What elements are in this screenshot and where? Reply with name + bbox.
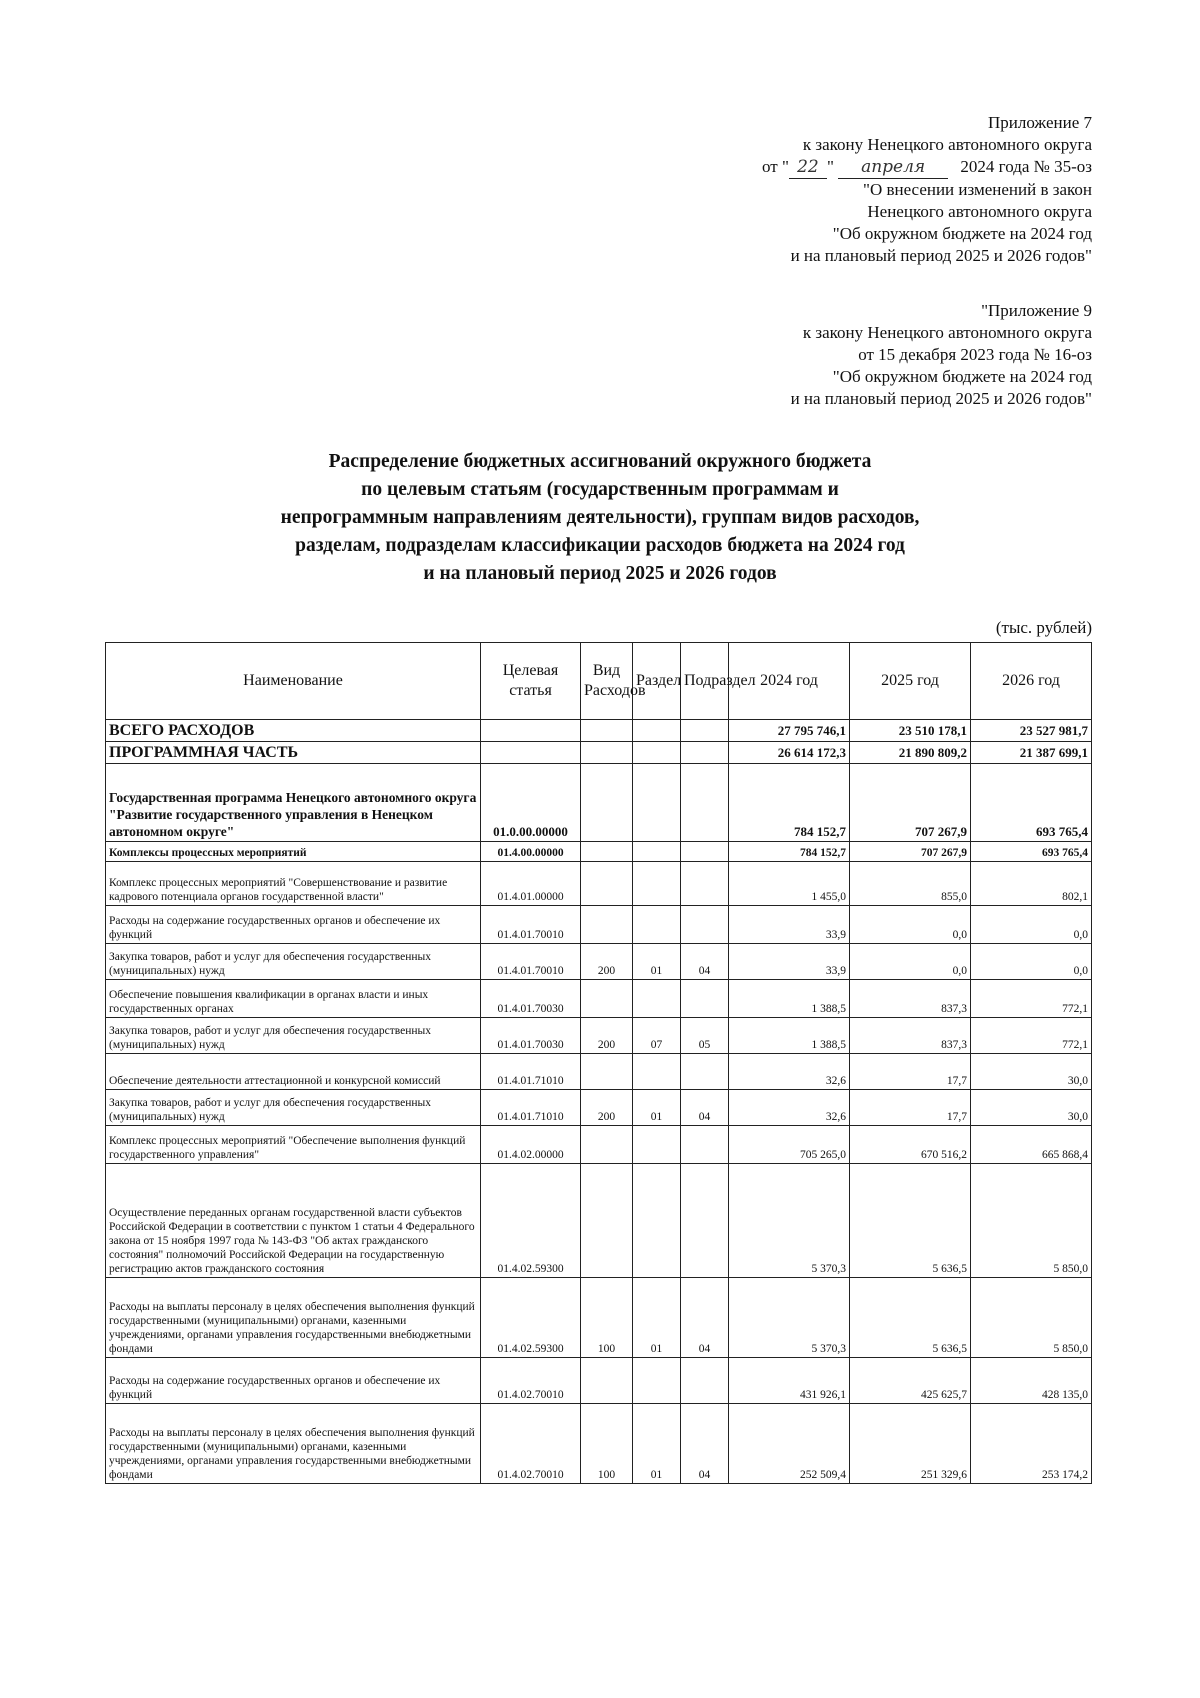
appendix-7-date-line <box>762 156 1092 179</box>
cell-2025: 425 625,7 <box>850 1358 971 1404</box>
cell-section <box>633 742 681 764</box>
appendix-9-header <box>791 300 1092 410</box>
table-row <box>106 944 1092 980</box>
table-row <box>106 842 1092 862</box>
cell-2024: 784 152,7 <box>729 764 850 842</box>
cell-name: Расходы на содержание государственных органов и обеспечение их функций <box>106 1358 481 1404</box>
cell-type <box>581 1164 633 1278</box>
cell-subsection <box>681 720 729 742</box>
cell-2026: 5 850,0 <box>971 1278 1092 1358</box>
table-header-row <box>106 643 1092 720</box>
cell-section: 01 <box>633 1278 681 1358</box>
cell-target: 01.4.00.00000 <box>481 842 581 862</box>
cell-subsection: 04 <box>681 1278 729 1358</box>
cell-2025: 21 890 809,2 <box>850 742 971 764</box>
cell-2025: 0,0 <box>850 906 971 944</box>
cell-2026: 802,1 <box>971 862 1092 906</box>
title-line-4: разделам, подразделам классификации расходов бюджета на 2024 год <box>295 535 905 556</box>
appendix-7-line7: и на плановый период 2025 и 2026 годов" <box>790 246 1092 265</box>
cell-2024: 5 370,3 <box>729 1278 850 1358</box>
table-row <box>106 1164 1092 1278</box>
cell-target: 01.4.02.00000 <box>481 1126 581 1164</box>
cell-2024: 1 455,0 <box>729 862 850 906</box>
cell-section <box>633 980 681 1018</box>
cell-name: Закупка товаров, работ и услуг для обеспечения государственных (муниципальных) нужд <box>106 1090 481 1126</box>
cell-2024: 5 370,3 <box>729 1164 850 1278</box>
budget-table <box>105 642 1092 1484</box>
cell-name: ВСЕГО РАСХОДОВ <box>106 720 481 742</box>
cell-target: 01.4.01.70010 <box>481 944 581 980</box>
cell-name: Обеспечение повышения квалификации в органах власти и иных государственных органах <box>106 980 481 1018</box>
cell-section <box>633 1358 681 1404</box>
table-row <box>106 720 1092 742</box>
title-line-2: по целевым статьям (государственным программам и <box>361 479 839 500</box>
cell-type: 100 <box>581 1404 633 1484</box>
document-title <box>150 448 1050 588</box>
cell-2026: 693 765,4 <box>971 764 1092 842</box>
cell-2025: 707 267,9 <box>850 764 971 842</box>
appendix-7-line4: "О внесении изменений в закон <box>863 180 1092 199</box>
cell-subsection: 04 <box>681 1090 729 1126</box>
cell-target: 01.0.00.00000 <box>481 764 581 842</box>
cell-subsection <box>681 764 729 842</box>
header-2025: 2025 год <box>850 643 971 720</box>
cell-subsection <box>681 1358 729 1404</box>
cell-target <box>481 742 581 764</box>
cell-type <box>581 742 633 764</box>
cell-section <box>633 1164 681 1278</box>
cell-type: 100 <box>581 1278 633 1358</box>
cell-2025: 0,0 <box>850 944 971 980</box>
appendix-7-line6: "Об окружном бюджете на 2024 год <box>832 224 1092 243</box>
appendix-9-line4: "Об окружном бюджете на 2024 год <box>832 367 1092 386</box>
cell-2026: 30,0 <box>971 1054 1092 1090</box>
cell-2026: 772,1 <box>971 1018 1092 1054</box>
cell-2024: 705 265,0 <box>729 1126 850 1164</box>
cell-2024: 33,9 <box>729 906 850 944</box>
appendix-9-law-ref: к закону Ненецкого автономного округа <box>802 323 1092 342</box>
cell-2026: 772,1 <box>971 980 1092 1018</box>
handwritten-month: апреля <box>838 156 948 179</box>
cell-section <box>633 842 681 862</box>
cell-subsection <box>681 1164 729 1278</box>
cell-2026: 428 135,0 <box>971 1358 1092 1404</box>
cell-2024: 32,6 <box>729 1090 850 1126</box>
table-row <box>106 1358 1092 1404</box>
cell-2025: 5 636,5 <box>850 1164 971 1278</box>
cell-target: 01.4.02.70010 <box>481 1358 581 1404</box>
table-body <box>106 720 1092 1484</box>
appendix-7-label: Приложение 7 <box>988 113 1092 132</box>
cell-target: 01.4.02.70010 <box>481 1404 581 1484</box>
header-2026: 2026 год <box>971 643 1092 720</box>
title-line-5: и на плановый период 2025 и 2026 годов <box>423 563 777 584</box>
cell-2024: 784 152,7 <box>729 842 850 862</box>
cell-2026: 21 387 699,1 <box>971 742 1092 764</box>
cell-target: 01.4.02.59300 <box>481 1278 581 1358</box>
cell-2026: 0,0 <box>971 906 1092 944</box>
cell-2024: 252 509,4 <box>729 1404 850 1484</box>
cell-2024: 1 388,5 <box>729 1018 850 1054</box>
title-line-1: Распределение бюджетных ассигнований окружного бюджета <box>328 451 872 472</box>
cell-type <box>581 1054 633 1090</box>
cell-2025: 855,0 <box>850 862 971 906</box>
table-row <box>106 906 1092 944</box>
cell-type <box>581 720 633 742</box>
cell-section <box>633 906 681 944</box>
cell-2025: 837,3 <box>850 1018 971 1054</box>
cell-type <box>581 906 633 944</box>
cell-type <box>581 862 633 906</box>
cell-name: Расходы на выплаты персоналу в целях обеспечения выполнения функций государственными (муниципальными) органами, казенными учреждениями, органами управления государственными внебюджетными фондами <box>106 1404 481 1484</box>
cell-name: Комплексы процессных мероприятий <box>106 842 481 862</box>
cell-2026: 30,0 <box>971 1090 1092 1126</box>
table-row <box>106 862 1092 906</box>
cell-subsection <box>681 1126 729 1164</box>
header-name: Наименование <box>106 643 481 720</box>
header-subsection: Подраздел <box>681 643 729 720</box>
cell-type <box>581 980 633 1018</box>
cell-name: Комплекс процессных мероприятий "Совершенствование и развитие кадрового потенциала органов государственной власти" <box>106 862 481 906</box>
cell-section <box>633 720 681 742</box>
cell-2025: 707 267,9 <box>850 842 971 862</box>
cell-type: 200 <box>581 944 633 980</box>
cell-name: Закупка товаров, работ и услуг для обеспечения государственных (муниципальных) нужд <box>106 1018 481 1054</box>
cell-type <box>581 842 633 862</box>
header-target: Целевая статья <box>481 643 581 720</box>
cell-2025: 837,3 <box>850 980 971 1018</box>
cell-2024: 1 388,5 <box>729 980 850 1018</box>
cell-section: 01 <box>633 1090 681 1126</box>
header-type: Вид Расходов <box>581 643 633 720</box>
table-row <box>106 1090 1092 1126</box>
cell-2025: 251 329,6 <box>850 1404 971 1484</box>
appendix-9-line5: и на плановый период 2025 и 2026 годов" <box>790 389 1092 408</box>
appendix-7-line5: Ненецкого автономного округа <box>867 202 1092 221</box>
cell-2026: 693 765,4 <box>971 842 1092 862</box>
cell-name: Комплекс процессных мероприятий "Обеспечение выполнения функций государственного управления" <box>106 1126 481 1164</box>
appendix-7-law-ref: к закону Ненецкого автономного округа <box>802 135 1092 154</box>
cell-2025: 5 636,5 <box>850 1278 971 1358</box>
cell-type <box>581 1126 633 1164</box>
cell-section <box>633 1054 681 1090</box>
date-prefix: от " <box>762 157 789 176</box>
cell-section: 01 <box>633 944 681 980</box>
cell-name: Расходы на содержание государственных органов и обеспечение их функций <box>106 906 481 944</box>
cell-2026: 253 174,2 <box>971 1404 1092 1484</box>
cell-subsection <box>681 906 729 944</box>
cell-target: 01.4.01.71010 <box>481 1090 581 1126</box>
cell-subsection <box>681 980 729 1018</box>
cell-2026: 23 527 981,7 <box>971 720 1092 742</box>
cell-2026: 0,0 <box>971 944 1092 980</box>
cell-2024: 27 795 746,1 <box>729 720 850 742</box>
cell-2024: 32,6 <box>729 1054 850 1090</box>
cell-2025: 23 510 178,1 <box>850 720 971 742</box>
cell-subsection: 05 <box>681 1018 729 1054</box>
units-label: (тыс. рублей) <box>995 618 1092 637</box>
date-suffix: 2024 года № 35-оз <box>960 157 1092 176</box>
cell-target: 01.4.01.70030 <box>481 980 581 1018</box>
cell-subsection <box>681 842 729 862</box>
table-row <box>106 742 1092 764</box>
cell-2024: 33,9 <box>729 944 850 980</box>
cell-subsection <box>681 1054 729 1090</box>
cell-2025: 17,7 <box>850 1090 971 1126</box>
cell-section: 07 <box>633 1018 681 1054</box>
cell-subsection: 04 <box>681 944 729 980</box>
cell-target: 01.4.01.71010 <box>481 1054 581 1090</box>
cell-target: 01.4.01.70030 <box>481 1018 581 1054</box>
table-row <box>106 1404 1092 1484</box>
cell-target <box>481 720 581 742</box>
cell-section <box>633 764 681 842</box>
cell-type: 200 <box>581 1018 633 1054</box>
appendix-9-date: от 15 декабря 2023 года № 16-оз <box>858 345 1092 364</box>
cell-2024: 26 614 172,3 <box>729 742 850 764</box>
appendix-9-label: "Приложение 9 <box>981 301 1092 320</box>
cell-target: 01.4.02.59300 <box>481 1164 581 1278</box>
cell-subsection <box>681 742 729 764</box>
cell-type: 200 <box>581 1090 633 1126</box>
cell-name: Осуществление переданных органам государственной власти субъектов Российской Федерации в соответствии с пунктом 1 статьи 4 Федерального закона от 15 ноября 1997 года № 143-ФЗ "Об актах гражданского состояния" полномочий Российской Федерации на государственную регистрацию актов гражданского состояния <box>106 1164 481 1278</box>
title-line-3: непрограммным направлениям деятельности), группам видов расходов, <box>280 507 920 528</box>
cell-name: Государственная программа Ненецкого автономного округа "Развитие государственного управления в Ненецком автономном округе" <box>106 764 481 842</box>
cell-2026: 665 868,4 <box>971 1126 1092 1164</box>
table-row <box>106 1018 1092 1054</box>
table-row <box>106 1054 1092 1090</box>
table-row <box>106 764 1092 842</box>
header-section: Раздел <box>633 643 681 720</box>
cell-subsection: 04 <box>681 1404 729 1484</box>
cell-name: Обеспечение деятельности аттестационной и конкурсной комиссий <box>106 1054 481 1090</box>
cell-name: Расходы на выплаты персоналу в целях обеспечения выполнения функций государственными (муниципальными) органами, казенными учреждениями, органами управления государственными внебюджетными фондами <box>106 1278 481 1358</box>
cell-section <box>633 1126 681 1164</box>
cell-type <box>581 1358 633 1404</box>
table-row <box>106 1278 1092 1358</box>
cell-2025: 670 516,2 <box>850 1126 971 1164</box>
date-mid: " <box>826 157 834 176</box>
cell-2026: 5 850,0 <box>971 1164 1092 1278</box>
cell-subsection <box>681 862 729 906</box>
table-row <box>106 1126 1092 1164</box>
cell-name: ПРОГРАММНАЯ ЧАСТЬ <box>106 742 481 764</box>
cell-target: 01.4.01.70010 <box>481 906 581 944</box>
appendix-7-header <box>762 112 1092 267</box>
table-row <box>106 980 1092 1018</box>
cell-section <box>633 862 681 906</box>
handwritten-day: 22 <box>789 156 827 179</box>
cell-target: 01.4.01.00000 <box>481 862 581 906</box>
cell-name: Закупка товаров, работ и услуг для обеспечения государственных (муниципальных) нужд <box>106 944 481 980</box>
header-2024: 2024 год <box>729 643 850 720</box>
cell-2025: 17,7 <box>850 1054 971 1090</box>
cell-2024: 431 926,1 <box>729 1358 850 1404</box>
cell-type <box>581 764 633 842</box>
cell-section: 01 <box>633 1404 681 1484</box>
